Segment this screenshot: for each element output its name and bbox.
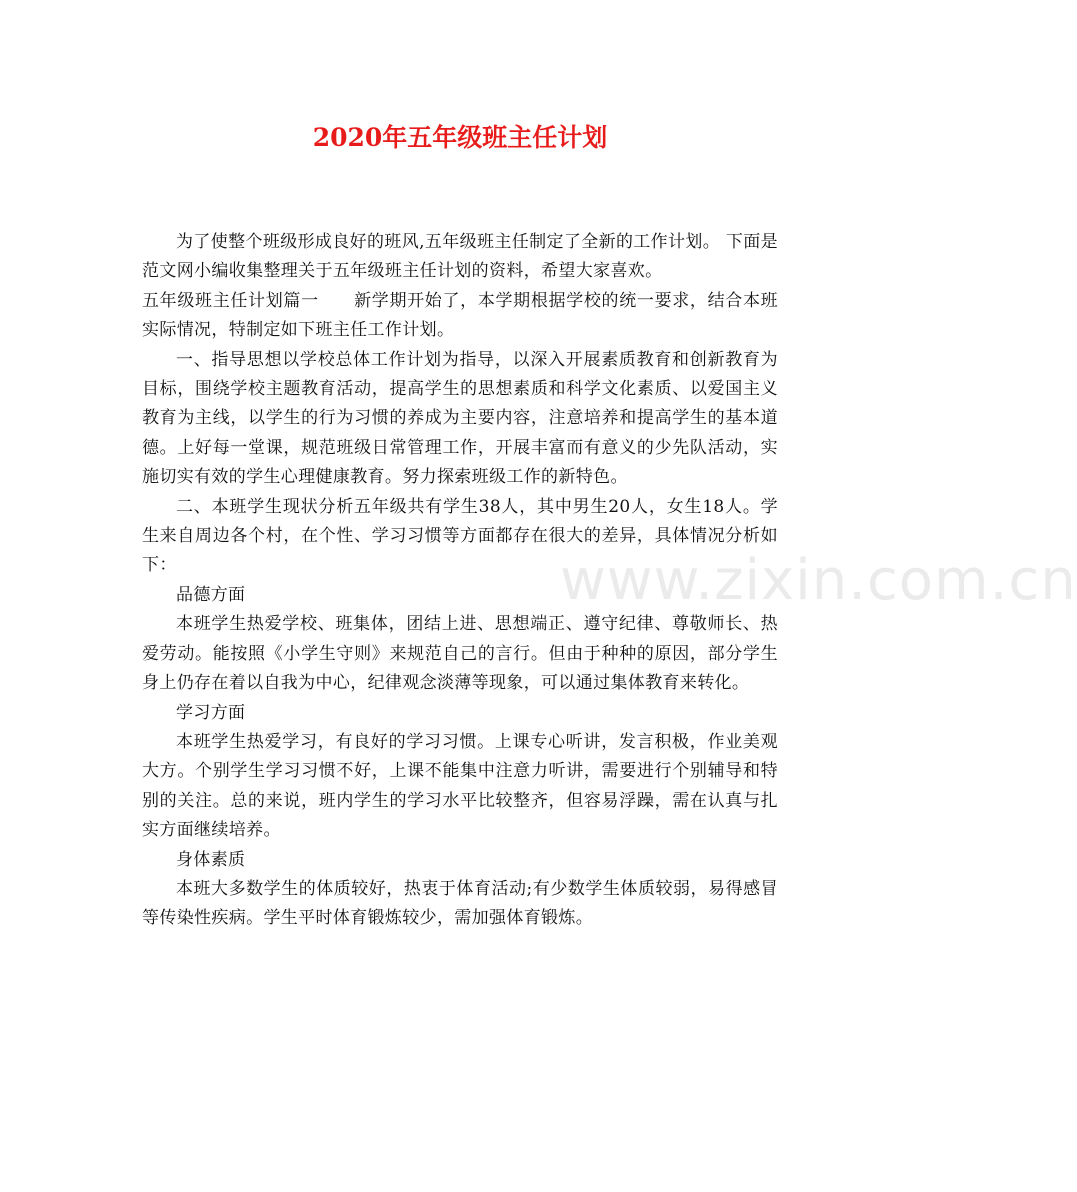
heading-study: 学习方面 bbox=[176, 702, 246, 723]
paragraph-intro: 为了使整个班级形成良好的班风,五年级班主任制定了全新的工作计划。 下面是范文网小编收集整理关于五年级班主任计划的资料，希望大家喜欢。 bbox=[142, 232, 778, 282]
heading-morality: 品德方面 bbox=[176, 584, 246, 605]
paragraph-guiding-ideology: 一、指导思想以学校总体工作计划为指导，以深入开展素质教育和创新教育为目标，围绕学校主题教育活动，提高学生的思想素质和科学文化素质、以爱国主义教育为主线，以学生的行为习惯的养成为主要内容，注意培养和提高学生的基本道德。上好每一堂课，规范班级日常管理工作，开展丰富而有意义的少先队活动，实施切实有效的学生心理健康教育。努力探索班级工作的新特色。 bbox=[142, 349, 778, 488]
paragraph-physical: 本班大多数学生的体质较好，热衷于体育活动;有少数学生体质较弱，易得感冒等传染性疾病。学生平时体育锻炼较少，需加强体育锻炼。 bbox=[142, 878, 778, 929]
watermark: www.zixin.com.cn bbox=[560, 548, 1077, 613]
paragraph-study: 本班学生热爱学习，有良好的学习习惯。上课专心听讲，发言积极，作业美观大方。个别学生学习习惯不好，上课不能集中注意力听讲，需要进行个别辅导和特别的关注。总的来说，班内学生的学习水平比较整齐，但容易浮躁，需在认真与扎实方面继续培养。 bbox=[142, 731, 778, 841]
heading-physical: 身体素质 bbox=[176, 849, 246, 870]
paragraph-morality: 本班学生热爱学校、班集体，团结上进、思想端正、遵守纪律、尊敬师长、热爱劳动。能按照《小学生守则》来规范自己的言行。但由于种种的原因，部分学生身上仍存在着以自我为中心，纪律观念淡薄等现象，可以通过集体教育来转化。 bbox=[142, 614, 778, 694]
paragraph-section-one: 五年级班主任计划篇一 新学期开始了，本学期根据学校的统一要求，结合本班实际情况，特制定如下班主任工作计划。 bbox=[142, 290, 778, 341]
paragraph-class-analysis: 二、本班学生现状分析五年级共有学生38人，其中男生20人，女生18人。学生来自周边各个村，在个性、学习习惯等方面都存在很大的差异，具体情况分析如下： bbox=[142, 496, 778, 576]
document-title: 2020年五年级班主任计划 bbox=[312, 123, 608, 152]
document-body bbox=[142, 228, 778, 934]
